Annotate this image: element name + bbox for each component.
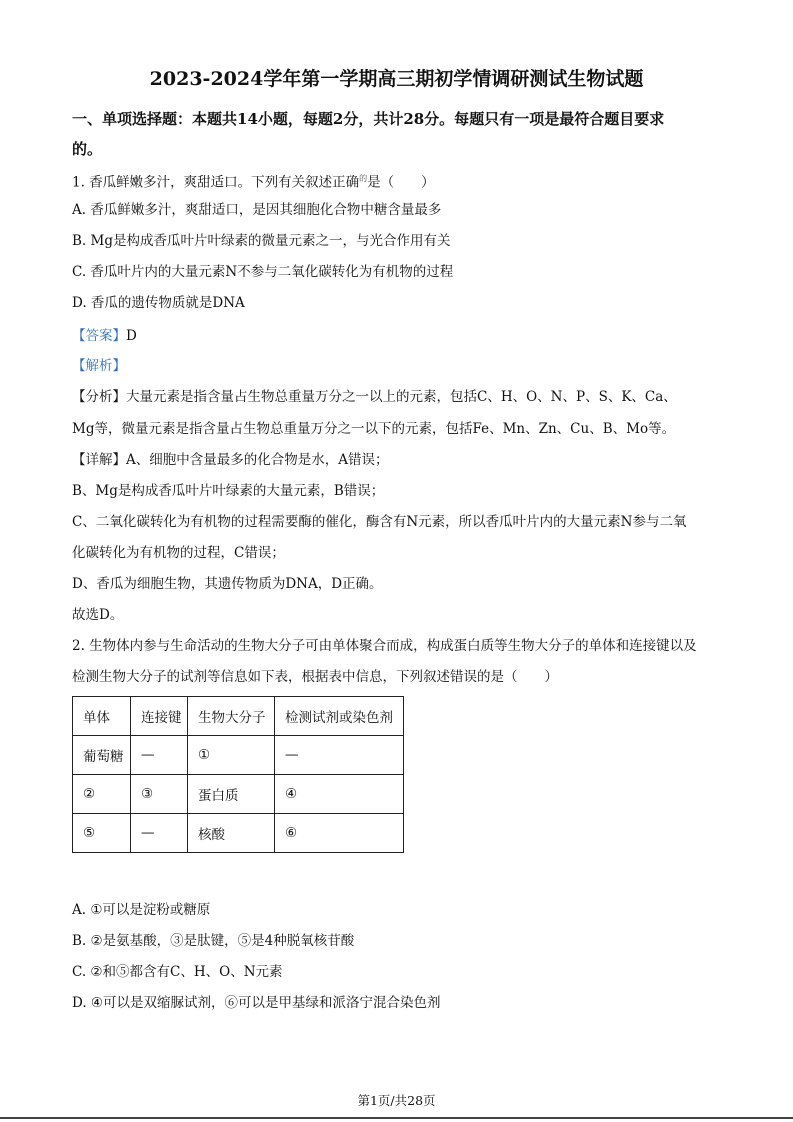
analysis-label: 【解析】 <box>72 358 126 374</box>
q1-option-b: B. Mg是构成香瓜叶片叶绿素的微量元素之一，与光合作用有关 <box>72 233 451 249</box>
section-heading-cont: 的。 <box>72 140 103 158</box>
table-header-cell: 检测试剂或染色剂 <box>275 697 404 736</box>
analysis-tag <box>72 357 126 375</box>
table-header-cell: 连接键 <box>131 697 188 736</box>
table-row <box>73 736 404 775</box>
q2-data-table <box>72 696 404 853</box>
table-row <box>73 814 404 853</box>
q2-option-a: A. ①可以是淀粉或糖原 <box>72 902 211 918</box>
table-row <box>73 775 404 814</box>
table-header-cell: 单体 <box>73 697 131 736</box>
table-cell: ② <box>73 775 131 814</box>
table-cell: ④ <box>275 775 404 814</box>
xiangjie-tag: 【详解】 <box>72 452 126 468</box>
detail-line-4: 化碳转化为有机物的过程，C错误； <box>72 545 285 561</box>
detail-line-1 <box>72 451 389 469</box>
q2-option-d: D. ④可以是双缩脲试剂，⑥可以是甲基绿和派洛宁混合染色剂 <box>72 995 441 1011</box>
table-cell: ③ <box>131 775 188 814</box>
table-cell: 蛋白质 <box>188 775 275 814</box>
q1-stem-text: 1. 香瓜鲜嫩多汁，爽甜适口。下列有关叙述正确 <box>72 174 360 191</box>
detail-line-6: 故选D。 <box>72 607 124 623</box>
q2-option-c: C. ②和⑤都含有C、H、O、N元素 <box>72 964 283 980</box>
q2-option-b: B. ②是氨基酸，③是肽键，⑤是4种脱氧核苷酸 <box>72 933 355 949</box>
q1-answer <box>72 327 137 345</box>
fenxi-tag: 【分析】 <box>72 389 126 405</box>
q1-stem-end: 是（ ） <box>367 174 435 191</box>
table-cell: ⑥ <box>275 814 404 853</box>
table-cell: 葡萄糖 <box>73 736 131 775</box>
q1-stem-mark: 的 <box>359 174 368 183</box>
fenxi-line-2: Mg等，微量元素是指含量占生物总重量万分之一以下的元素，包括Fe、Mn、Zn、Cu、B、Mo等。 <box>72 421 676 437</box>
q1-option-d: D. 香瓜的遗传物质就是DNA <box>72 295 245 311</box>
q1-option-c: C. 香瓜叶片内的大量元素N不参与二氧化碳转化为有机物的过程 <box>72 264 454 280</box>
detail-line-5: D、香瓜为细胞生物，其遗传物质为DNA，D正确。 <box>72 576 383 592</box>
question-2-stem-cont: 检测生物大分子的试剂等信息如下表，根据表中信息，下列叙述错误的是（ ） <box>72 669 558 685</box>
q1-option-a: A. 香瓜鲜嫩多汁，爽甜适口，是因其细胞化合物中糖含量最多 <box>72 202 442 218</box>
exam-title: 2023-2024学年第一学期高三期初学情调研测试生物试题 <box>149 68 644 90</box>
table-cell: ⑤ <box>73 814 131 853</box>
detail-text-a: A、细胞中含量最多的化合物是水，A错误； <box>126 452 389 468</box>
fenxi-line-1 <box>72 388 677 406</box>
detail-line-3: C、二氧化碳转化为有机物的过程需要酶的催化，酶含有N元素，所以香瓜叶片内的大量元素N参与二氧 <box>72 514 687 530</box>
table-cell: ① <box>188 736 275 775</box>
fenxi-text-1: 大量元素是指含量占生物总重量万分之一以上的元素，包括C、H、O、N、P、S、K、Ca、 <box>126 389 677 405</box>
answer-value: D <box>126 328 137 344</box>
question-1-stem <box>72 170 435 192</box>
page-bottom-divider <box>0 1117 793 1119</box>
table-header-row <box>73 697 404 736</box>
table-cell: — <box>275 736 404 775</box>
table-cell: 核酸 <box>188 814 275 853</box>
detail-line-2: B、Mg是构成香瓜叶片叶绿素的大量元素，B错误； <box>72 483 385 499</box>
table-cell: — <box>131 814 188 853</box>
section-heading: 一、单项选择题：本题共14小题，每题2分，共计28分。每题只有一项是最符合题目要求 <box>72 110 665 128</box>
page-number: 第1页/共28页 <box>357 1093 436 1108</box>
answer-tag: 【答案】 <box>72 328 126 344</box>
question-2-stem: 2. 生物体内参与生命活动的生物大分子可由单体聚合而成，构成蛋白质等生物大分子的单体和连接键以及 <box>72 638 697 654</box>
table-header-cell: 生物大分子 <box>188 697 275 736</box>
table-cell: — <box>131 736 188 775</box>
